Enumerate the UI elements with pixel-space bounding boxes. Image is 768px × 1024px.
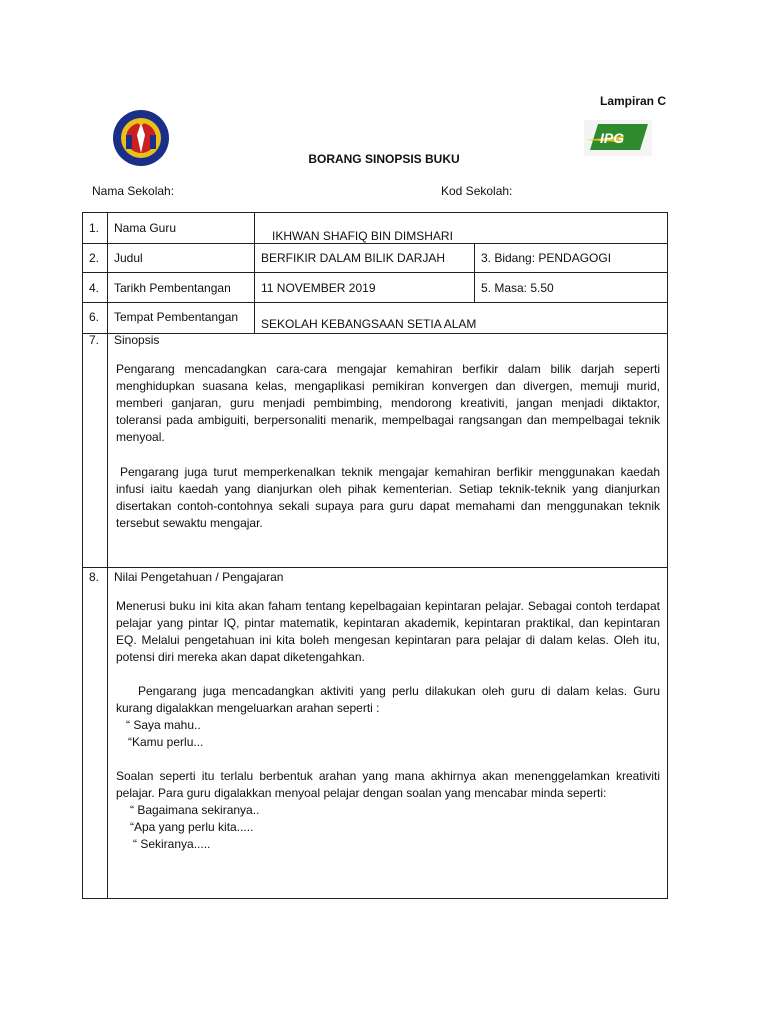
table-col-divider [254,212,255,334]
sinopsis-paragraph-2: Pengarang juga turut memperkenalkan teknik mengajar kemahiran berfikir menggunakan kaedah infusi iaitu kaedah yang dianjurkan oleh pihak kementerian. Setiap teknik-teknik yang dianjurkan disertakan contoh-contohnya sekali supaya para guru dapat memahami dan menggunakan teknik tersebut sewaktu mengajar. [116,465,660,530]
nama-guru-value: IKHWAN SHAFIQ BIN DIMSHARI [272,229,453,243]
table-col-divider [474,243,475,303]
table-row-divider [82,567,667,568]
table-border-bottom [82,898,667,899]
table-border-top [82,212,667,213]
sinopsis-paragraph-1: Pengarang mencadangkan cara-cara mengajar kemahiran berfikir dalam bilik darjah seperti menghidupkan suasana kelas, mengaplikasi pemikiran konvergen dan divergen, memuji murid, memberi ganjaran, guru menjadi pembimbing, mendorong kreativiti, jangan menjadi diktaktor, toleransi pada ambiguiti, berpersonaliti menarik, mempelbagai rangsangan dan mempelbagai teknik menyoal. [116,362,660,444]
nilai-paragraph-1: Menerusi buku ini kita akan faham tentang kepelbagaian kepintaran pelajar. Sebagai contoh terdapat pelajar yang pintar IQ, pintar matematik, kepintaran akademik, kepintaran praktikal, dan kepintaran EQ. Melalui pengetahuan ini kita boleh mengesan kepintaran para pelajar di dalam kelas. Oleh itu, potensi diri mereka akan dapat diketengahkan. [116,599,660,664]
table-border-right [667,212,668,899]
row-label: Tarikh Pembentangan [114,281,231,295]
ipg-logo-text: IPG [600,130,625,146]
kod-sekolah-label: Kod Sekolah: [441,184,513,198]
quote-line: “Kamu perlu... [128,735,204,749]
quote-line: “Apa yang perlu kita..... [130,820,254,834]
table-border-left [82,212,83,899]
lampiran-label: Lampiran C [600,94,667,108]
quote-line: “ Sekiranya..... [133,837,211,851]
row-label: Judul [114,251,143,265]
row-number: 6. [89,310,100,324]
row-number: 8. [89,570,100,584]
ipg-logo [584,120,652,156]
row-number: 1. [89,221,100,235]
masa-value: 5. Masa: 5.50 [481,281,554,295]
quote-line: “ Bagaimana sekiranya.. [130,803,260,817]
page-title: BORANG SINOPSIS BUKU [308,152,460,166]
tarikh-value: 11 NOVEMBER 2019 [261,281,376,295]
row-number: 2. [89,251,100,265]
tempat-value: SEKOLAH KEBANGSAAN SETIA ALAM [261,317,477,331]
table-col-divider [107,212,108,899]
nilai-label: Nilai Pengetahuan / Pengajaran [114,570,284,584]
sinopsis-label: Sinopsis [114,333,160,347]
quote-line: “ Saya mahu.. [126,718,201,732]
judul-value: BERFIKIR DALAM BILIK DARJAH [261,251,446,265]
nilai-paragraph-3: Soalan seperti itu terlalu berbentuk arahan yang mana akhirnya akan menenggelamkan kreativiti pelajar. Para guru digalakkan menyoal pelajar dengan soalan yang mencabar minda seperti: [116,769,660,800]
table-row-divider [82,333,667,334]
nilai-paragraph-2: Pengarang juga mencadangkan aktiviti yang perlu dilakukan oleh guru di dalam kelas. Guru kurang digalakkan mengeluarkan arahan seperti : [116,684,660,715]
nama-sekolah-label: Nama Sekolah: [92,184,175,198]
bidang-value: 3. Bidang: PENDAGOGI [481,251,612,265]
row-number: 7. [89,333,100,347]
table-row-divider [82,272,667,273]
row-label: Nama Guru [114,221,177,235]
row-number: 4. [89,281,100,295]
table-row-divider [82,302,667,303]
table-row-divider [82,243,667,244]
row-label: Tempat Pembentangan [114,310,239,324]
